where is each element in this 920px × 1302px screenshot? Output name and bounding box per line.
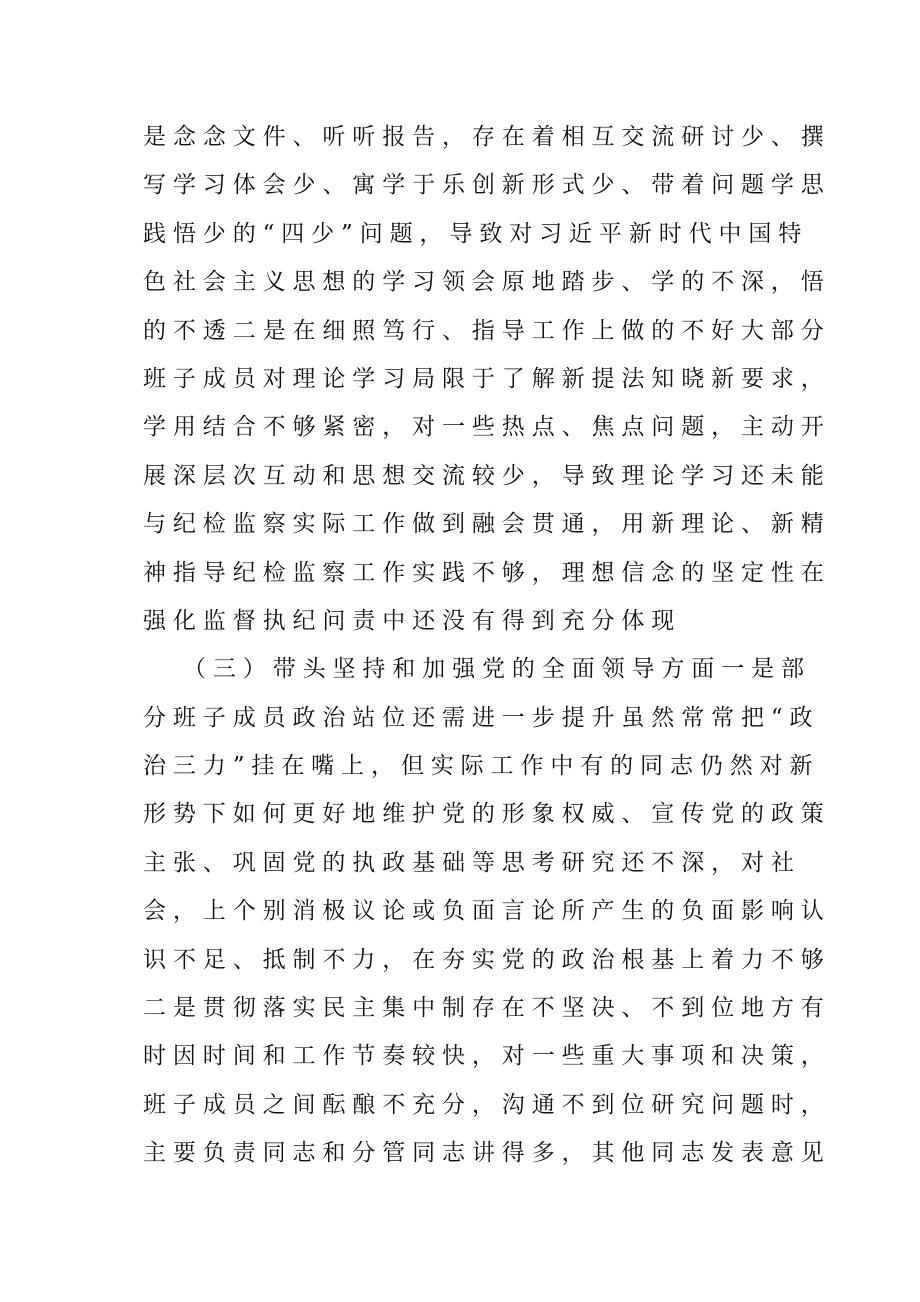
text-line: 学用结合不够紧密，对一些热点、焦点问题，主动开 [143, 414, 831, 441]
text-line: 形势下如何更好地维护党的形象权威、宣传党的政策 [143, 801, 831, 828]
text-line: 班子成员之间酝酿不充分，沟通不到位研究问题时， [143, 1091, 831, 1118]
section-heading-line: （三）带头坚持和加强党的全面领导方面一是部 [183, 656, 811, 683]
body-text [143, 117, 831, 1182]
text-line: 会，上个别消极议论或负面言论所产生的负面影响认 [143, 898, 831, 925]
text-line: 主要负责同志和分管同志讲得多，其他同志发表意见 [143, 1140, 831, 1167]
text-line: 二是贯彻落实民主集中制存在不坚决、不到位地方有 [143, 995, 831, 1022]
text-line: 治三力”挂在嘴上，但实际工作中有的同志仍然对新 [143, 753, 820, 780]
text-line: 识不足、抵制不力，在夯实党的政治根基上着力不够 [143, 946, 831, 973]
text-line: 班子成员对理论学习局限于了解新提法知晓新要求， [143, 365, 831, 392]
text-line: 色社会主义思想的学习领会原地踏步、学的不深，悟 [143, 269, 831, 296]
text-line: 与纪检监察实际工作做到融会贯通，用新理论、新精 [143, 511, 831, 538]
text-line: 是念念文件、听听报告，存在着相互交流研讨少、撰 [143, 124, 831, 150]
text-line: 分班子成员政治站位还需进一步提升虽然常常把“政 [143, 704, 820, 731]
text-line: 神指导纪检监察工作实践不够，理想信念的坚定性在 [143, 559, 831, 586]
text-line: 强化监督执纪问责中还没有得到充分体现 [143, 607, 682, 634]
text-line: 主张、巩固党的执政基础等思考研究还不深，对社 [143, 849, 801, 876]
text-line: 时因时间和工作节奏较快，对一些重大事项和决策， [143, 1043, 831, 1070]
text-line: 的不透二是在细照笃行、指导工作上做的不好大部分 [143, 317, 831, 344]
text-line: 写学习体会少、寓学于乐创新形式少、带着问题学思 [143, 172, 831, 199]
text-line: 践悟少的“四少”问题，导致对习近平新时代中国特 [143, 220, 809, 247]
text-line: 展深层次互动和思想交流较少，导致理论学习还未能 [143, 462, 831, 489]
